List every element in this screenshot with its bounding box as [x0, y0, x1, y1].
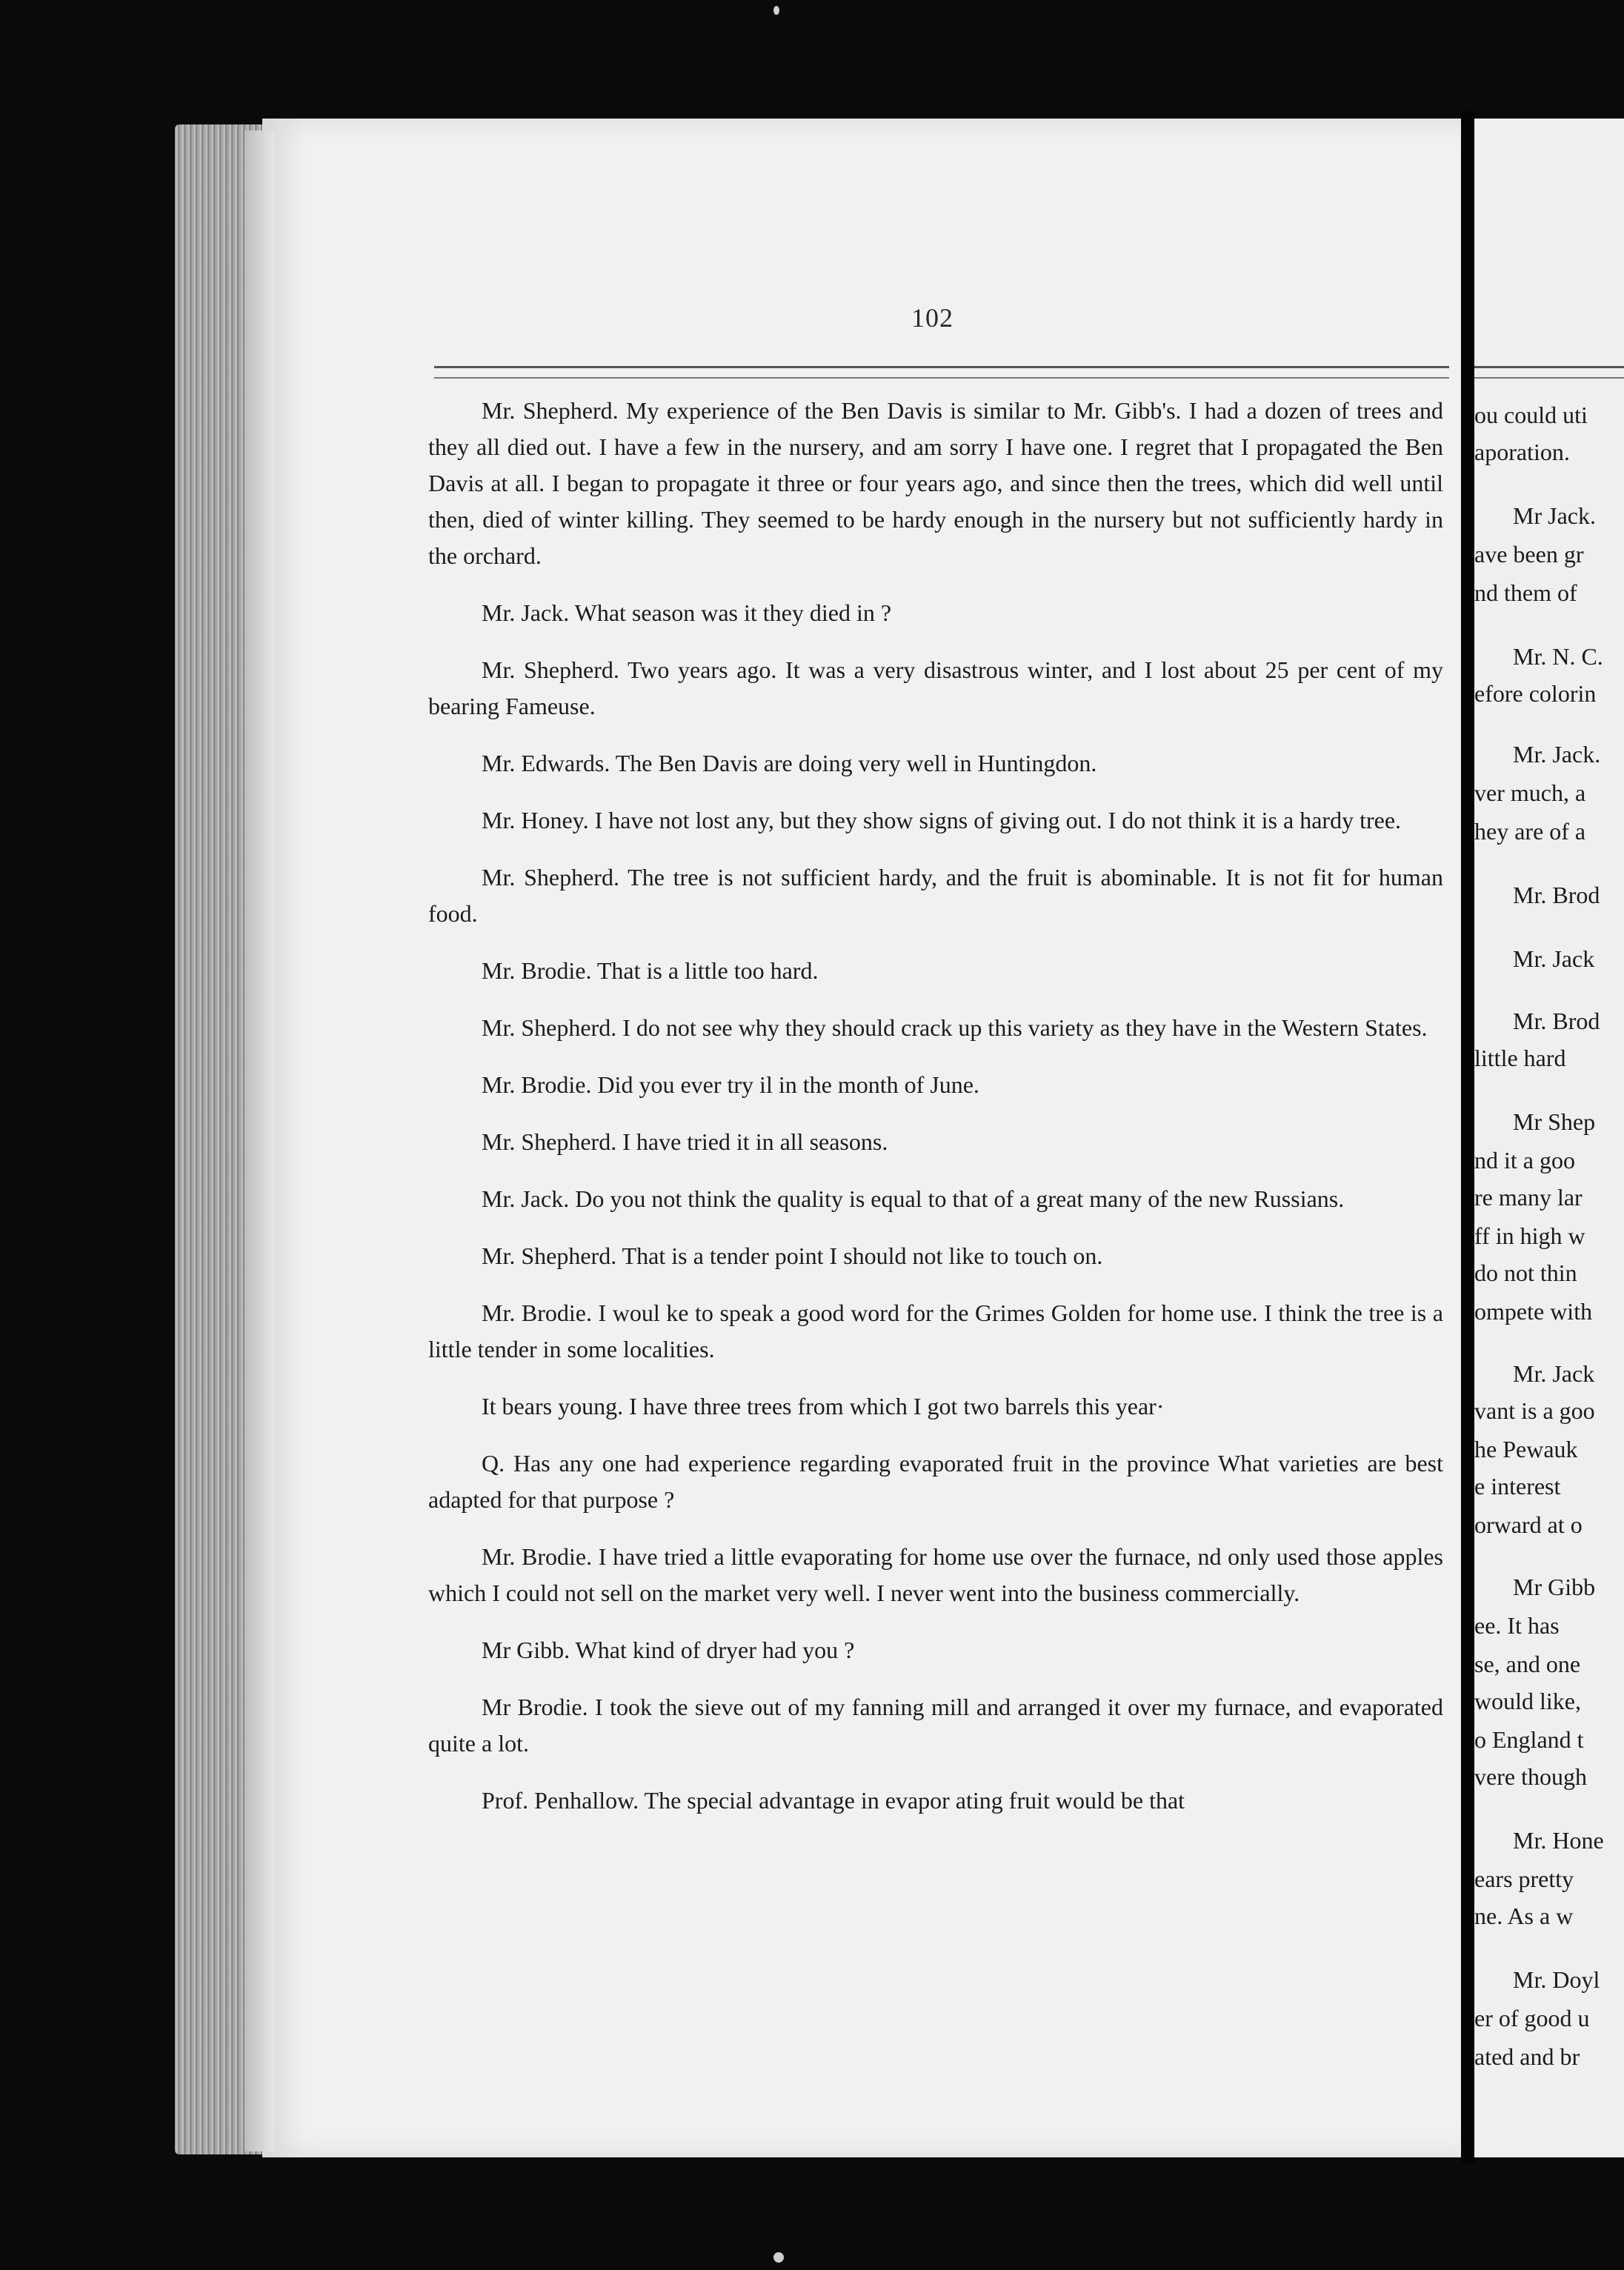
right-page-line: he Pewauk [1474, 1436, 1578, 1462]
right-page-line: Mr Jack. [1513, 502, 1596, 529]
paragraph: Mr. Jack. Do you not think the quality is equal to that of a great many of the new Russians. [482, 1185, 1345, 1212]
header-rule [434, 366, 1449, 379]
right-page-line: e interest [1474, 1473, 1561, 1500]
speck [773, 2252, 784, 2263]
right-page-line: ee. It has [1474, 1612, 1560, 1639]
right-page-line: ver much, a [1474, 779, 1586, 806]
page-number: 102 [911, 303, 954, 333]
right-page-line: Mr. Brod [1513, 1008, 1600, 1034]
right-page-line: se, and one [1474, 1651, 1581, 1677]
right-page-line: would like, [1474, 1688, 1581, 1714]
right-page-line: ff in high w [1474, 1222, 1585, 1249]
left-page [262, 119, 1462, 2157]
paragraph: Mr Gibb. What kind of dryer had you ? [482, 1637, 855, 1663]
right-page-line: orward at o [1474, 1511, 1583, 1538]
paragraph: Mr. Shepherd. I do not see why they should crack up this variety as they have in the Western States. [482, 1014, 1428, 1041]
right-page-line: efore colorin [1474, 680, 1597, 707]
paragraph: Mr. Shepherd. That is a tender point I should not like to touch on. [482, 1242, 1103, 1269]
right-page-line: ompete with [1474, 1298, 1593, 1325]
right-page-line: hey are of a [1474, 818, 1586, 845]
paragraph: Prof. Penhallow. The special advantage in evapor ating fruit would be that [482, 1787, 1185, 1814]
paragraph: Mr. Brodie. I woul ke to speak a good word for the Grimes Golden for home use. I think the tree is a little tender in some localities. [428, 1299, 1443, 1362]
right-header-rule [1474, 366, 1624, 379]
paragraph: Mr. Honey. I have not lost any, but they show signs of giving out. I do not think it is a hardy tree. [482, 807, 1402, 833]
page-gutter-shadow [244, 130, 274, 2151]
right-page-line: re many lar [1474, 1184, 1583, 1211]
right-page [1474, 119, 1624, 2157]
page-divider [1461, 111, 1476, 2163]
right-page-line: vere though [1474, 1763, 1587, 1790]
right-page-line: ave been gr [1474, 541, 1584, 568]
right-page-line: little hard [1474, 1045, 1566, 1071]
page-body [428, 393, 1443, 1840]
paragraph: Mr. Edwards. The Ben Davis are doing very well in Huntingdon. [482, 750, 1097, 776]
right-page-line: Mr. Jack. [1513, 741, 1601, 768]
right-page-line: ne. As a w [1474, 1903, 1574, 1929]
right-page-line: aporation. [1474, 439, 1570, 465]
right-page-line: nd it a goo [1474, 1147, 1575, 1174]
paragraph: Mr. Shepherd. Two years ago. It was a very disastrous winter, and I lost about 25 per cent of my bearing Fameuse. [428, 656, 1443, 719]
right-page-line: Mr. Brod [1513, 882, 1600, 908]
right-page-line: nd them of [1474, 579, 1577, 606]
speck [773, 6, 779, 15]
right-page-line: ears pretty [1474, 1865, 1574, 1892]
paragraph: Q. Has any one had experience regarding evaporated fruit in the province What varieties are best adapted for that purpose ? [428, 1450, 1443, 1513]
right-page-line: do not thin [1474, 1259, 1577, 1286]
paragraph: Mr. Shepherd. I have tried it in all seasons. [482, 1128, 888, 1155]
paragraph: Mr Brodie. I took the sieve out of my fanning mill and arranged it over my furnace, and evaporated quite a lot. [428, 1694, 1443, 1757]
paragraph: Mr. Jack. What season was it they died in ? [482, 599, 892, 626]
right-page-line: Mr Gibb [1513, 1574, 1596, 1600]
right-page-line: Mr. N. C. [1513, 643, 1603, 670]
right-page-line: Mr Shep [1513, 1108, 1596, 1135]
right-page-line: Mr. Hone [1513, 1827, 1604, 1854]
paragraph: Mr. Brodie. That is a little too hard. [482, 957, 819, 984]
paragraph: Mr. Brodie. I have tried a little evaporating for home use over the furnace, nd only used those apples which I could not sell on the market very well. I never went into the business commercially. [428, 1543, 1443, 1606]
right-page-line: o England t [1474, 1726, 1584, 1753]
right-page-line: Mr. Jack [1513, 945, 1595, 972]
paragraph: Mr. Shepherd. The tree is not sufficient hardy, and the fruit is abominable. It is not fit for human food. [428, 864, 1443, 927]
paragraph: Mr. Brodie. Did you ever try il in the month of June. [482, 1071, 979, 1098]
paragraph: It bears young. I have three trees from which I got two barrels this year· [482, 1393, 1165, 1419]
right-page-line: vant is a goo [1474, 1397, 1595, 1424]
paragraph: Mr. Shepherd. My experience of the Ben Davis is similar to Mr. Gibb's. I had a dozen of trees and they all died out. I have a few in the nursery, and am sorry I have one. I regret that I propagated the Ben Davis at all. I began to propagate it three or four years ago, and since then the trees, which did well until then, died of winter killing. They seemed to be hardy enough in the nursery but not sufficiently hardy in the orchard. [428, 397, 1443, 569]
right-page-line: Mr. Doyl [1513, 1966, 1600, 1993]
right-page-line: ou could uti [1474, 402, 1588, 428]
right-page-line: er of good u [1474, 2005, 1590, 2031]
right-page-line: Mr. Jack [1513, 1360, 1595, 1387]
right-page-line: ated and br [1474, 2043, 1580, 2070]
